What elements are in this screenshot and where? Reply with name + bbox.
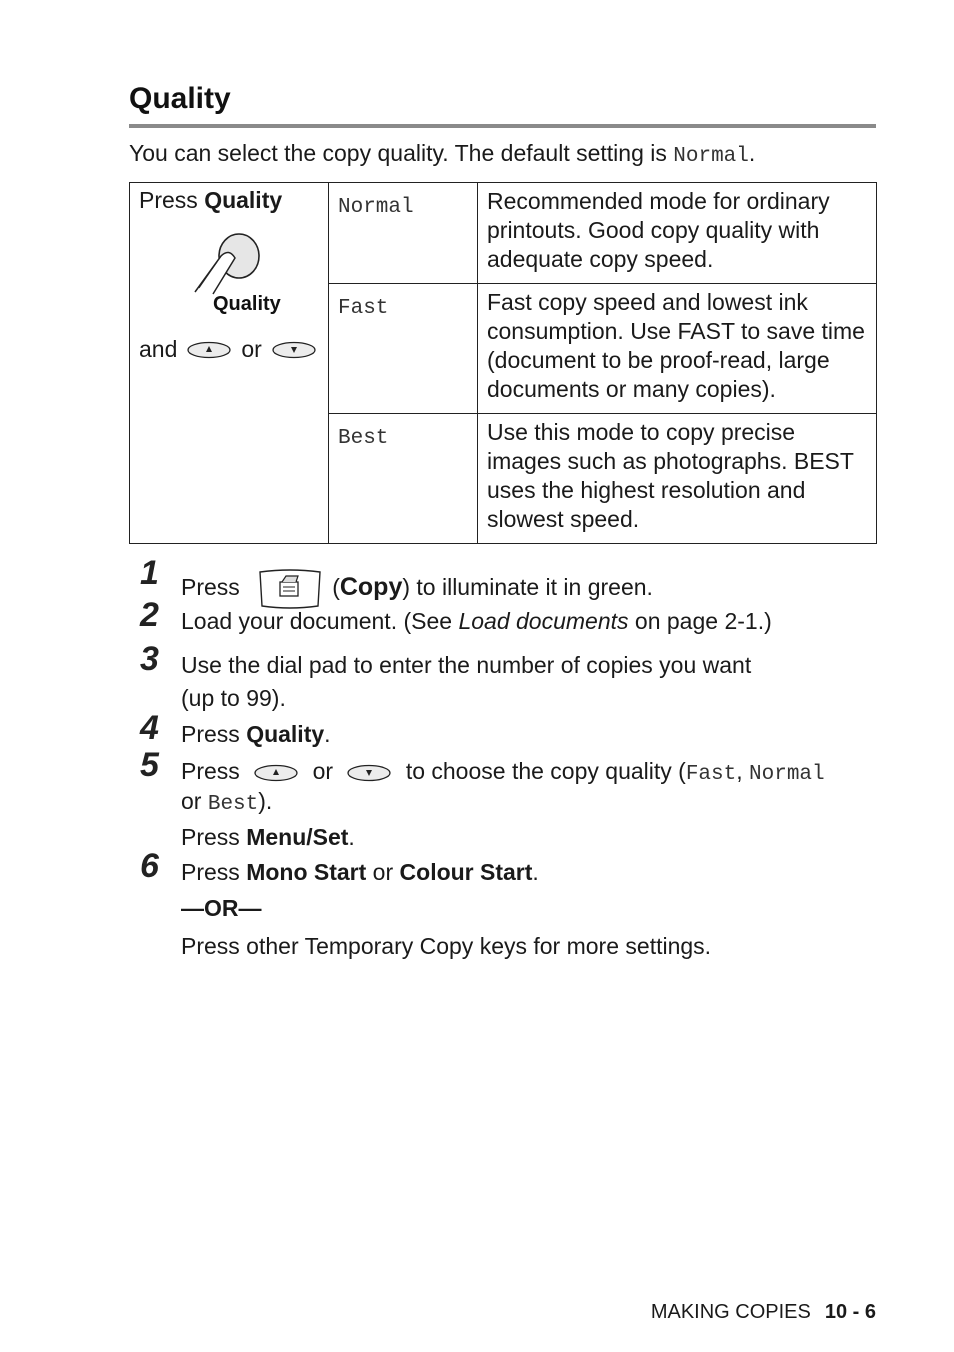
or-label: or: [366, 859, 400, 885]
copy-key-label: Copy: [339, 573, 403, 602]
step-text: [181, 859, 539, 886]
quality-key-label: Quality: [246, 721, 325, 747]
step-number: 5: [140, 746, 159, 784]
down-arrow-button-icon: [347, 764, 391, 782]
step-text: [181, 721, 331, 748]
intro-text: You can select the copy quality. The default setting is: [129, 140, 674, 166]
mode-cell: [329, 183, 478, 284]
step-number: 1: [140, 554, 159, 592]
desc-cell: Fast copy speed and lowest ink consumption. Use FAST to save time (document to be proof-read, large documents or many copies).: [478, 284, 877, 414]
quality-key-label: Quality: [204, 187, 283, 213]
step-number: 2: [140, 596, 159, 634]
and-or-line: [139, 336, 320, 363]
page-title: Quality: [129, 82, 231, 115]
or-label: or: [312, 758, 334, 784]
step-press-label: Press: [181, 721, 247, 747]
or-label: or: [181, 788, 208, 814]
step-text-line1: [181, 758, 825, 786]
instruction-cell: [130, 183, 329, 544]
desc-cell: Use this mode to copy precise images such as photographs. BEST uses the highest resolution and slowest speed.: [478, 414, 877, 544]
up-arrow-button-icon: [254, 764, 298, 782]
mode-normal: Normal: [338, 196, 414, 219]
colour-start-key-label: Colour Start: [399, 859, 533, 885]
mode-best: Best: [338, 427, 389, 450]
page-number: 10 - 6: [824, 1301, 876, 1323]
step-post: on page 2-1.): [628, 608, 772, 634]
step-text-line2: [181, 788, 272, 816]
menu-set-key-label: Menu/Set: [246, 824, 349, 850]
desc-cell: Recommended mode for ordinary printouts. Good copy quality with adequate copy speed.: [478, 183, 877, 284]
or-separator: —OR—: [181, 895, 262, 921]
press-label: Press: [139, 187, 205, 213]
step-number: 3: [140, 640, 159, 678]
paren-close: ).: [258, 788, 273, 814]
step-press-label: Press: [181, 824, 247, 850]
or-label: or: [241, 336, 262, 362]
mode-cell: [329, 414, 478, 544]
step-end: .: [348, 824, 355, 850]
step-pre: Load your document. (See: [181, 608, 459, 634]
title-rule: [129, 124, 876, 128]
step-text: [181, 568, 653, 610]
up-arrow-button-icon: [187, 341, 231, 359]
alternative-text: Press other Temporary Copy keys for more settings.: [181, 933, 712, 959]
copy-button-icon: [258, 568, 322, 610]
choose-text: to choose the copy quality (: [405, 758, 686, 784]
step-text-line3: [181, 824, 355, 851]
step-end: .: [324, 721, 331, 747]
footer-section: MAKING COPIES: [650, 1301, 811, 1323]
mono-start-key-label: Mono Start: [246, 859, 367, 885]
mode-best: Best: [207, 793, 259, 816]
step-press-label: Press: [181, 758, 240, 784]
quality-button-icon: [181, 232, 320, 322]
mode-normal: Normal: [749, 763, 825, 786]
table-row: [130, 183, 877, 284]
paren-open: (: [332, 574, 340, 601]
intro-end: .: [748, 140, 756, 166]
step-text-line2: (up to 99).: [181, 685, 286, 711]
comma: ,: [736, 758, 750, 784]
step-press-label: Press: [181, 859, 247, 885]
down-arrow-button-icon: [272, 341, 316, 359]
quality-table: [129, 182, 877, 544]
mode-fast: Fast: [338, 297, 389, 320]
press-quality-line: [139, 187, 320, 214]
step-text-line1: Use the dial pad to enter the number of copies you want: [181, 652, 752, 678]
step-number: 4: [140, 709, 159, 747]
step-press-label: Press: [181, 574, 240, 601]
intro-default-value: Normal: [673, 145, 749, 168]
load-documents-ref: Load documents: [458, 608, 629, 634]
step-number: 6: [140, 847, 159, 885]
step-end: .: [532, 859, 539, 885]
mode-fast: Fast: [685, 763, 737, 786]
page-footer: [651, 1301, 876, 1324]
and-label: and: [139, 336, 178, 362]
intro-paragraph: [129, 140, 755, 168]
quality-button-caption: Quality: [213, 293, 281, 315]
step-text: [181, 608, 772, 635]
mode-cell: [329, 284, 478, 414]
step-rest: ) to illuminate it in green.: [402, 574, 653, 601]
